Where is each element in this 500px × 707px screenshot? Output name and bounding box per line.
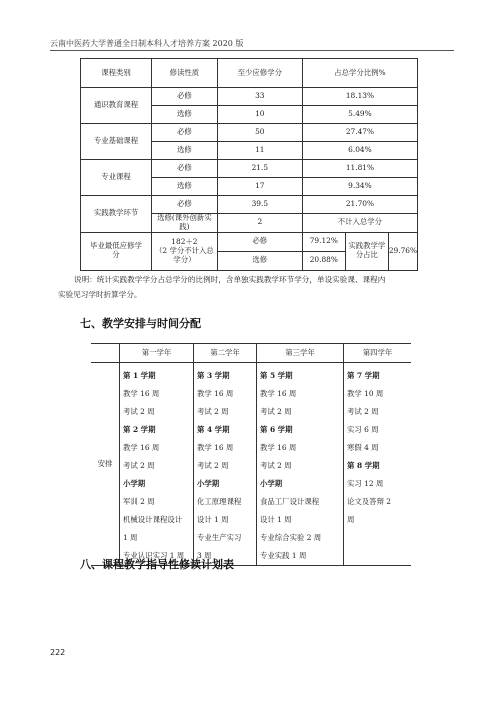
schedule-table xyxy=(91,343,411,566)
schedule-line: 第 2 学期 xyxy=(123,425,156,434)
schedule-line: 1 周 xyxy=(123,533,138,542)
schedule-line: 第 5 学期 xyxy=(260,371,293,380)
credit-cell: 10 xyxy=(217,106,302,124)
percent-cell: 9.34% xyxy=(302,178,417,196)
credit-cell: 17 xyxy=(217,178,302,196)
schedule-line: 教学 16 周 xyxy=(197,389,234,398)
schedule-line: 专业综合实验 2 周 xyxy=(260,533,322,542)
schedule-line: 机械设计课程设计 xyxy=(123,515,183,524)
schedule-line: 专业生产实习 xyxy=(197,533,242,542)
type-cell: 必修 xyxy=(152,88,218,106)
required-percent: 79.12% xyxy=(302,232,345,251)
credit-cell: 50 xyxy=(217,124,302,142)
credit-distribution-table xyxy=(80,58,418,271)
schedule-line: 第 1 学期 xyxy=(123,371,156,380)
schedule-line: 考试 2 周 xyxy=(197,407,229,416)
schedule-line: 化工原理课程 xyxy=(197,497,242,506)
note-line: 说明：统计实践教学学分占总学分的比例时，含单独实践教学环节学分，单设实验课、课程内 xyxy=(74,275,386,284)
practice-percent: 29.76% xyxy=(388,232,417,270)
percent-cell: 18.13% xyxy=(302,88,417,106)
schedule-line: 军训 2 周 xyxy=(123,497,155,506)
schedule-row xyxy=(91,363,411,566)
running-header: 云南中医药大学普通全日制本科人才培养方案 2020 版 xyxy=(50,39,244,48)
schedule-line: 食品工厂设计课程 xyxy=(260,497,320,506)
schedule-header-row xyxy=(91,344,411,363)
header-cell: 修读性质 xyxy=(152,59,218,88)
schedule-line: 小学期 xyxy=(260,479,283,488)
graduation-row xyxy=(81,232,418,251)
table-header-row xyxy=(81,59,418,88)
schedule-line: 教学 10 周 xyxy=(347,389,384,398)
schedule-line: 3 周 xyxy=(197,551,212,560)
schedule-line: 小学期 xyxy=(197,479,220,488)
note-line: 实验见习学时折算学分。 xyxy=(58,290,142,299)
year-column xyxy=(257,363,344,566)
category-cell: 通识教育课程 xyxy=(81,88,152,124)
table-row xyxy=(81,160,418,178)
header-cell: 课程类别 xyxy=(81,59,152,88)
section-7-title: 七、教学安排与时间分配 xyxy=(80,317,201,330)
section-8-title: 八、课程教学指导性修读计划表 xyxy=(80,558,234,571)
percent-cell: 11.81% xyxy=(302,160,417,178)
note-paragraph xyxy=(58,272,453,302)
credit-cell: 2 xyxy=(217,214,302,233)
header-cell: 第一学年 xyxy=(120,344,194,363)
percent-cell: 5.49% xyxy=(302,106,417,124)
percent-cell: 21.70% xyxy=(302,196,417,214)
type-cell: 必修 xyxy=(152,196,218,214)
schedule-line: 考试 2 周 xyxy=(197,461,229,470)
category-cell: 专业基础课程 xyxy=(81,124,152,160)
credit-cell: 33 xyxy=(217,88,302,106)
schedule-line: 教学 16 周 xyxy=(123,443,160,452)
percent-cell: 27.47% xyxy=(302,124,417,142)
page-number: 222 xyxy=(50,648,66,657)
header-cell: 第三学年 xyxy=(257,344,344,363)
header-cell xyxy=(91,344,120,363)
schedule-line: 第 6 学期 xyxy=(260,425,293,434)
schedule-line: 考试 2 周 xyxy=(123,461,155,470)
header-cell: 第四学年 xyxy=(344,344,412,363)
schedule-line: 第 3 学期 xyxy=(197,371,230,380)
schedule-line: 教学 16 周 xyxy=(123,389,160,398)
type-cell: 选修 xyxy=(152,142,218,160)
type-cell: 必修 xyxy=(152,160,218,178)
schedule-line: 周 xyxy=(347,515,355,524)
schedule-line: 考试 2 周 xyxy=(260,461,292,470)
credit-cell: 39.5 xyxy=(217,196,302,214)
practice-label: 实践教学学分占比 xyxy=(345,232,388,270)
schedule-line: 第 8 学期 xyxy=(347,461,380,470)
year-column xyxy=(344,363,412,566)
header-cell: 占总学分比例% xyxy=(302,59,417,88)
schedule-line: 小学期 xyxy=(123,479,146,488)
schedule-line: 第 4 学期 xyxy=(197,425,230,434)
graduation-total-value: 182＋2 xyxy=(171,236,198,246)
graduation-total-note: （2 学分不计入总学分） xyxy=(155,245,214,264)
schedule-line: 考试 2 周 xyxy=(260,407,292,416)
year-column xyxy=(194,363,257,566)
schedule-line: 论文及答辩 2 xyxy=(347,497,392,506)
year-column xyxy=(120,363,194,566)
category-cell: 实践教学环节 xyxy=(81,196,152,233)
type-cell: 选修 xyxy=(152,178,218,196)
schedule-line: 设计 1 周 xyxy=(197,515,229,524)
graduation-total xyxy=(152,232,218,270)
required-label: 必修 xyxy=(217,232,302,251)
type-cell: 选修 xyxy=(152,106,218,124)
elective-percent: 20.88% xyxy=(302,251,345,270)
graduation-label: 毕业最低应修学分 xyxy=(81,232,152,270)
elective-label: 选修 xyxy=(217,251,302,270)
schedule-line: 专业认识实习 1 周 xyxy=(123,551,185,560)
credit-cell: 21.5 xyxy=(217,160,302,178)
header-cell: 第二学年 xyxy=(194,344,257,363)
schedule-line: 实习 6 周 xyxy=(347,425,379,434)
schedule-line: 考试 2 周 xyxy=(347,407,379,416)
header-rule xyxy=(50,50,454,51)
percent-cell: 不计入总学分 xyxy=(302,214,417,233)
type-cell: 必修 xyxy=(152,124,218,142)
percent-cell: 6.04% xyxy=(302,142,417,160)
row-label: 安排 xyxy=(91,363,120,566)
schedule-line: 寒假 4 周 xyxy=(347,443,379,452)
schedule-line: 设计 1 周 xyxy=(260,515,292,524)
schedule-line: 实习 12 周 xyxy=(347,479,384,488)
schedule-line: 教学 16 周 xyxy=(197,443,234,452)
schedule-line: 专业实践 1 周 xyxy=(260,551,307,560)
schedule-line: 考试 2 周 xyxy=(123,407,155,416)
credit-cell: 11 xyxy=(217,142,302,160)
schedule-line: 教学 16 周 xyxy=(260,389,297,398)
header-cell: 至少应修学分 xyxy=(217,59,302,88)
table-row xyxy=(81,196,418,214)
category-cell: 专业课程 xyxy=(81,160,152,196)
schedule-line: 第 7 学期 xyxy=(347,371,380,380)
table-row xyxy=(81,124,418,142)
table-row xyxy=(81,88,418,106)
schedule-line: 教学 16 周 xyxy=(260,443,297,452)
type-cell: 选修(课外创新实践) xyxy=(152,214,218,233)
